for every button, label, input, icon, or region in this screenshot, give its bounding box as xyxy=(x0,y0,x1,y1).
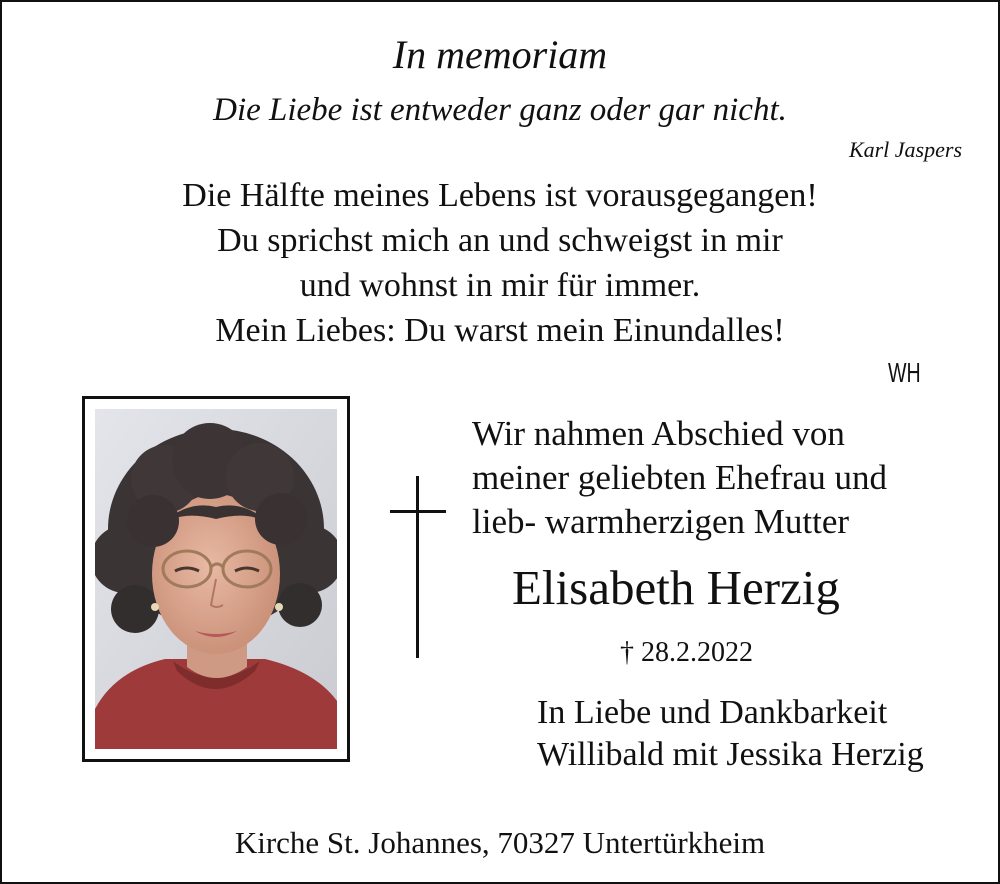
farewell-line: lieb- warmherzigen Mutter xyxy=(472,502,850,541)
church-address: Kirche St. Johannes, 70327 Untertürkheim xyxy=(234,825,766,860)
poem-initials: WH xyxy=(888,357,921,388)
signature xyxy=(537,692,924,776)
cross-icon xyxy=(390,476,446,658)
portrait-photo xyxy=(95,409,337,749)
portrait-frame xyxy=(82,396,350,762)
poem-line: Mein Liebes: Du warst mein Einundalles! xyxy=(215,312,785,349)
death-date: † 28.2.2022 xyxy=(620,637,753,668)
farewell-line: meiner geliebten Ehefrau und xyxy=(472,458,887,497)
quote-author: Karl Jaspers xyxy=(848,137,962,162)
farewell-line: Wir nahmen Abschied von xyxy=(472,414,845,453)
portrait-illustration xyxy=(95,409,337,749)
deceased-name: Elisabeth Herzig xyxy=(512,560,840,615)
signature-line: Willibald mit Jessika Herzig xyxy=(537,736,924,773)
poem-line: und wohnst in mir für immer. xyxy=(299,267,701,304)
farewell-text xyxy=(472,412,887,544)
poem xyxy=(0,173,1000,353)
signature-line: In Liebe und Dankbarkeit xyxy=(537,694,888,731)
poem-line: Die Hälfte meines Lebens ist vorausgegangen! xyxy=(182,177,818,214)
quote-text: Die Liebe ist entweder ganz oder gar nicht. xyxy=(213,92,787,128)
obituary-title: In memoriam xyxy=(392,32,608,77)
poem-line: Du sprichst mich an und schweigst in mir xyxy=(217,222,783,259)
